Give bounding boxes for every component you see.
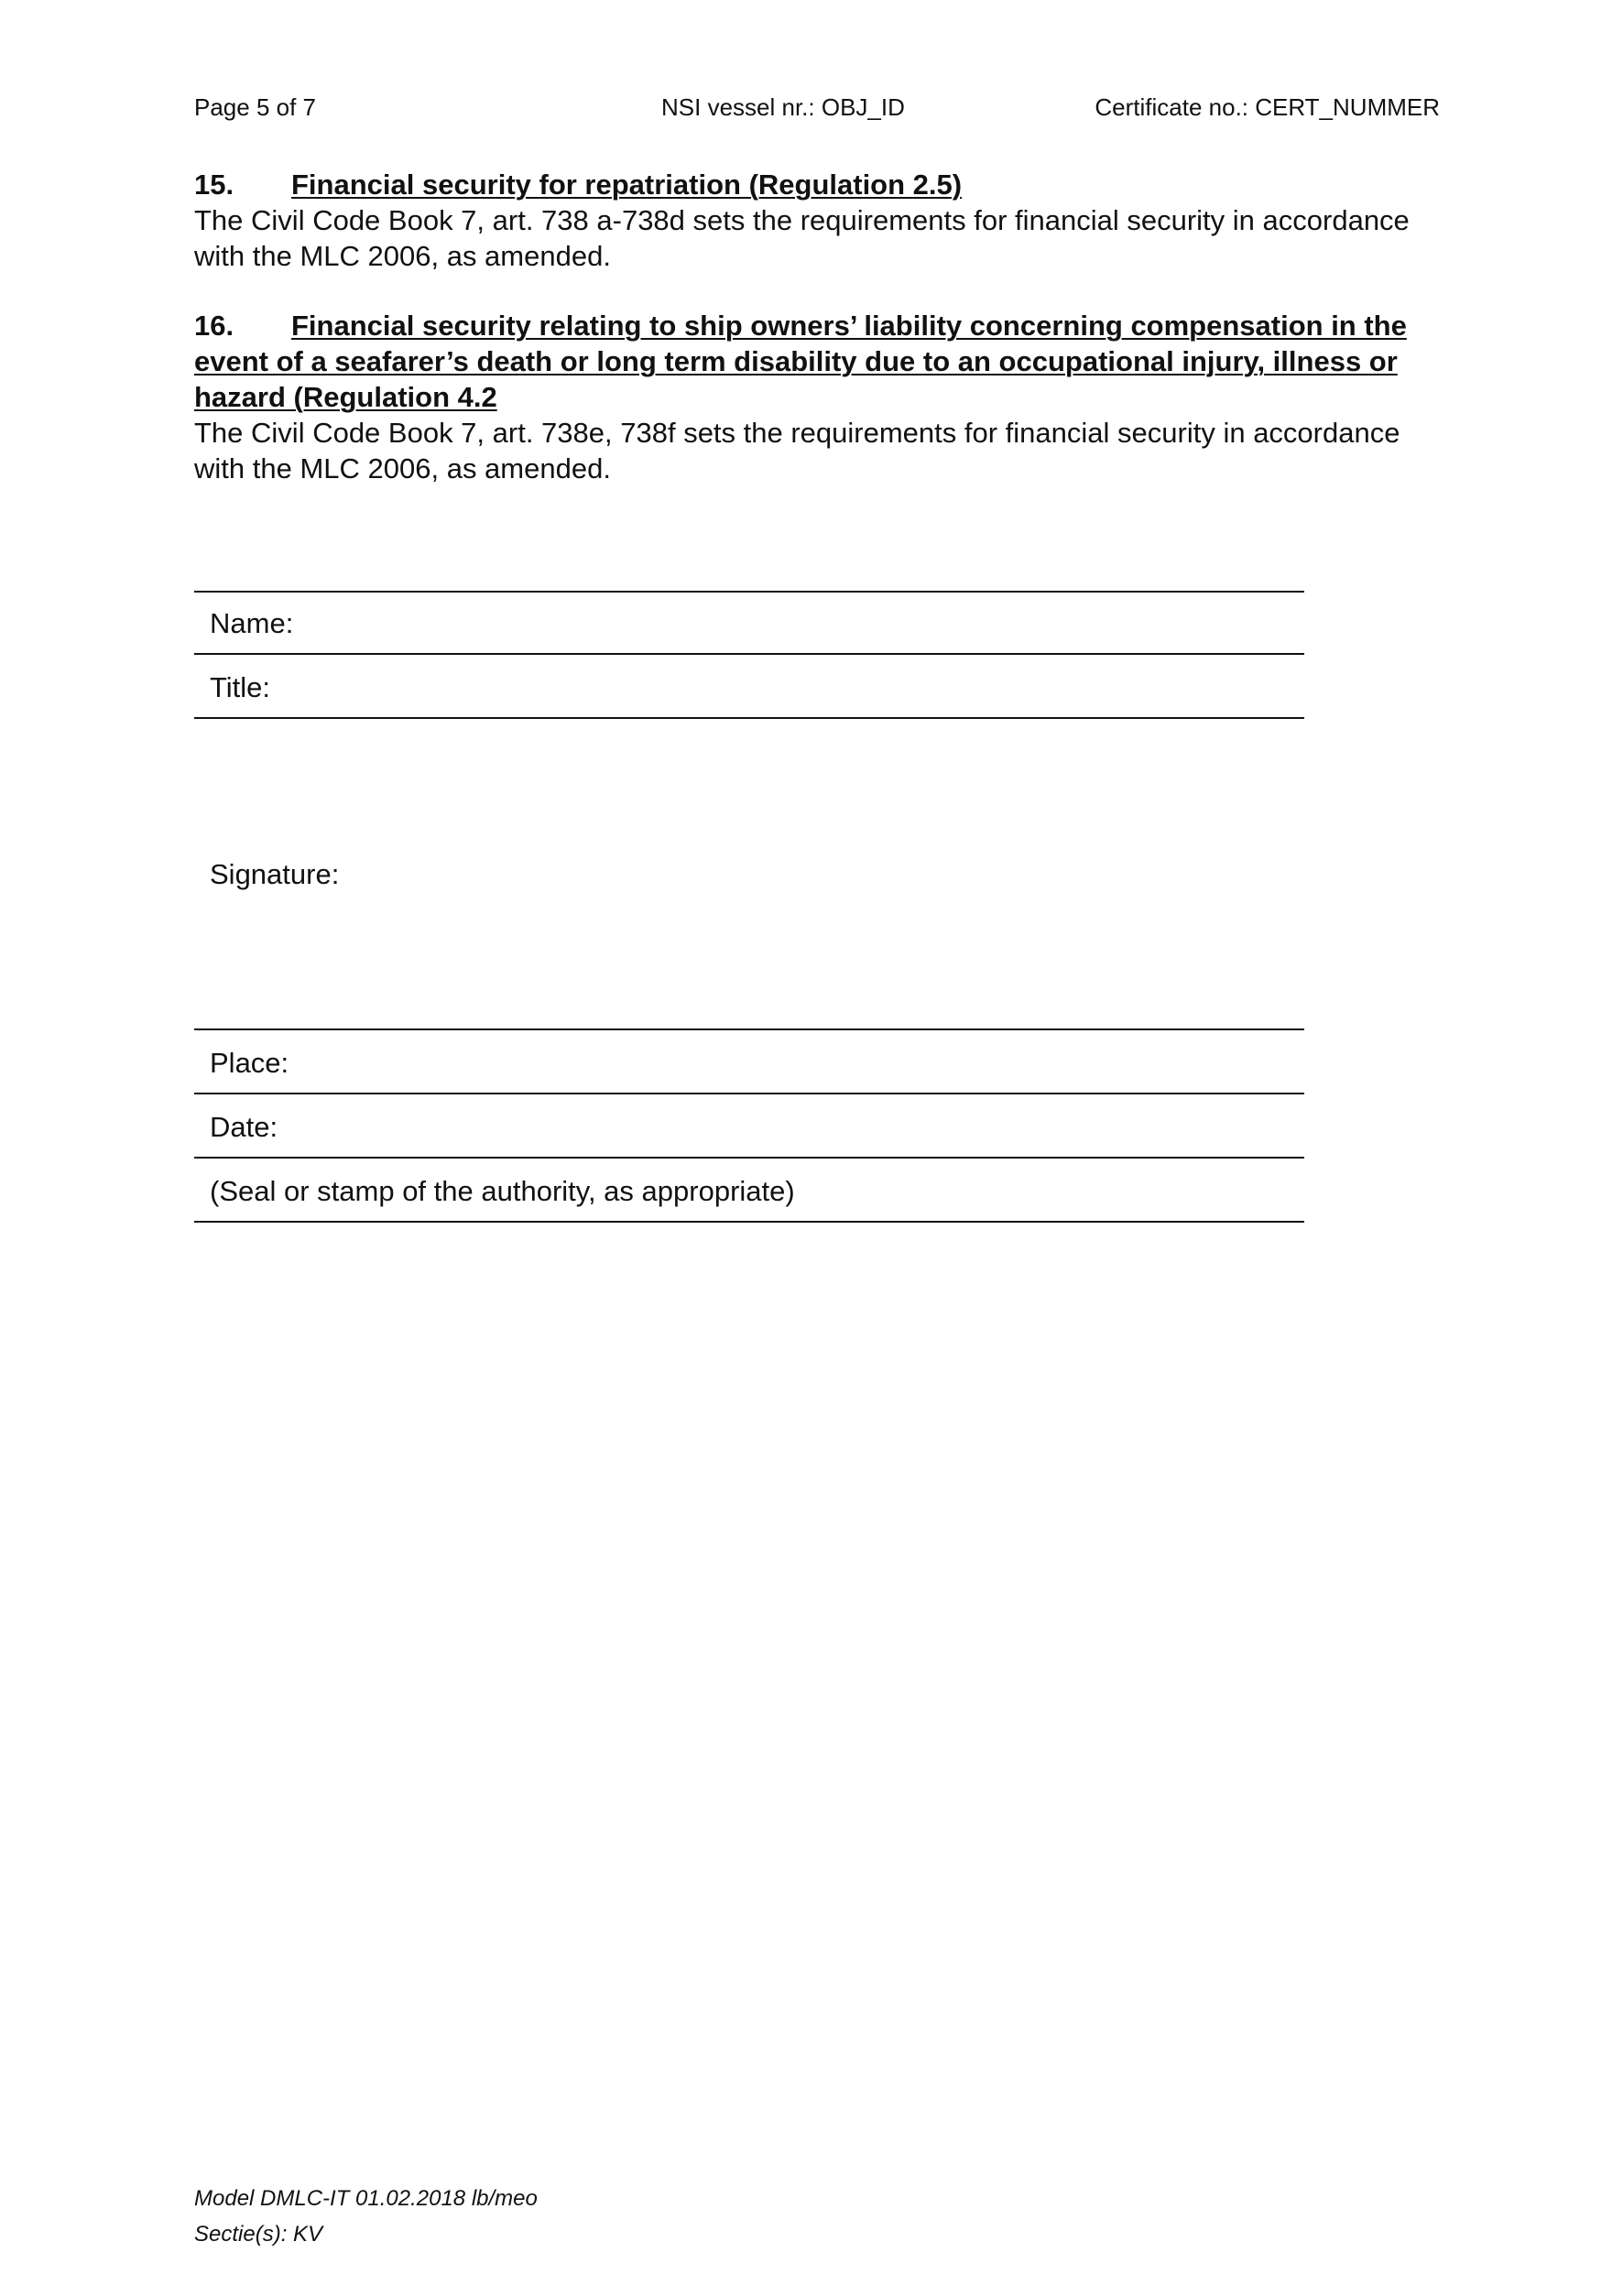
section-16-body: The Civil Code Book 7, art. 738e, 738f sets the requirements for financial security in accordance with the MLC 2006, as amended.	[194, 417, 1400, 484]
section-15-title: Financial security for repatriation (Regulation 2.5)	[291, 169, 963, 201]
section-16-number: 16.	[194, 310, 234, 342]
seal-row	[194, 1159, 1304, 1223]
footer-section: Sectie(s): KV	[194, 2222, 323, 2247]
page-header	[194, 93, 1440, 126]
date-row	[194, 1094, 1304, 1159]
place-row	[194, 1030, 1304, 1094]
section-16	[194, 308, 1440, 486]
section-15-heading	[194, 167, 1440, 202]
section-15-number: 15.	[194, 169, 234, 201]
date-label: Date:	[210, 1111, 278, 1143]
title-label: Title:	[210, 671, 271, 703]
name-label: Name:	[210, 607, 294, 639]
signature-label: Signature:	[210, 858, 340, 890]
section-15-body: The Civil Code Book 7, art. 738 a-738d sets the requirements for financial security in accordance with the MLC 2006, as amended.	[194, 204, 1410, 272]
footer-model: Model DMLC-IT 01.02.2018 lb/meo	[194, 2186, 538, 2211]
section-16-heading	[194, 308, 1440, 415]
section-15	[194, 167, 1440, 274]
place-label: Place:	[210, 1047, 289, 1079]
signature-row	[194, 719, 1304, 1030]
vessel-number: NSI vessel nr.: OBJ_ID	[661, 93, 905, 121]
name-row	[194, 591, 1304, 655]
page-number: Page 5 of 7	[194, 93, 316, 121]
seal-label: (Seal or stamp of the authority, as appropriate)	[210, 1175, 795, 1207]
section-16-title: Financial security relating to ship owners’ liability concerning compensation in the event of a seafarer’s death or long term disability due to an occupational injury, illness or hazard (Regulation 4.2	[194, 310, 1407, 413]
certificate-number: Certificate no.: CERT_NUMMER	[1095, 93, 1440, 121]
title-row	[194, 655, 1304, 719]
